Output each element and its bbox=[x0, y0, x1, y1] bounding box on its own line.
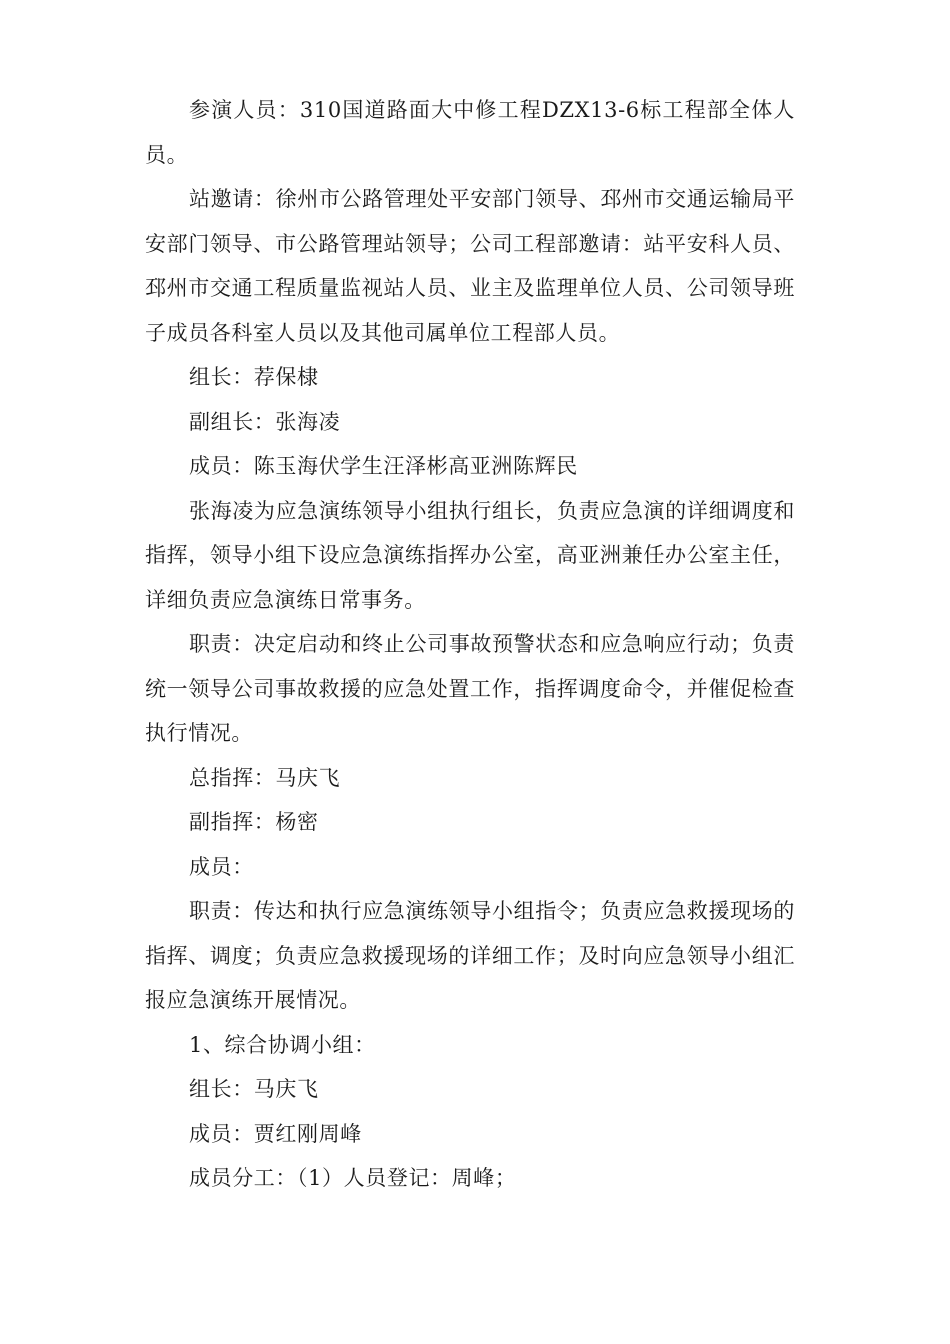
paragraph-deputy-commander: 副指挥：杨密 bbox=[189, 810, 319, 834]
paragraph-invitations: 站邀请：徐州市公路管理处平安部门领导、邳州市交通运输局平安部门领导、市公路管理站领导；公司工程部邀请：站平安科人员、邳州市交通工程质量监视站人员、业主及监理单位人员、公司领导班子成员各科室人员以及其他司属单位工程部人员。 bbox=[145, 187, 795, 345]
paragraph-coordination-leader: 组长：马庆飞 bbox=[189, 1077, 319, 1101]
document-body bbox=[145, 88, 795, 1201]
paragraph-members: 成员：陈玉海伏学生汪泽彬高亚洲陈辉民 bbox=[189, 454, 578, 478]
paragraph-member-division: 成员分工：（1）人员登记：周峰； bbox=[189, 1166, 517, 1190]
paragraph-group-leader: 组长：荐保棣 bbox=[189, 365, 319, 389]
paragraph-commander-members: 成员： bbox=[189, 854, 254, 879]
paragraph-coordination-members: 成员：贾红刚周峰 bbox=[189, 1121, 362, 1146]
paragraph-chief-commander: 总指挥：马庆飞 bbox=[189, 765, 341, 790]
paragraph-participants: 参演人员：310国道路面大中修工程DZX13-6标工程部全体人员。 bbox=[145, 98, 795, 167]
paragraph-deputy-leader: 副组长：张海凌 bbox=[189, 409, 341, 434]
paragraph-coordination-group: 1、综合协调小组： bbox=[189, 1032, 376, 1057]
paragraph-executive-leader: 张海凌为应急演练领导小组执行组长，负责应急演的详细调度和指挥，领导小组下设应急演练指挥办公室，高亚洲兼任办公室主任，详细负责应急演练日常事务。 bbox=[145, 498, 795, 612]
paragraph-duties-leadership: 职责：决定启动和终止公司事故预警状态和应急响应行动；负责统一领导公司事故救援的应急处置工作，指挥调度命令，并催促检查执行情况。 bbox=[145, 632, 795, 745]
paragraph-duties-command: 职责：传达和执行应急演练领导小组指令；负责应急救援现场的指挥、调度；负责应急救援现场的详细工作；及时向应急领导小组汇报应急演练开展情况。 bbox=[145, 899, 795, 1012]
